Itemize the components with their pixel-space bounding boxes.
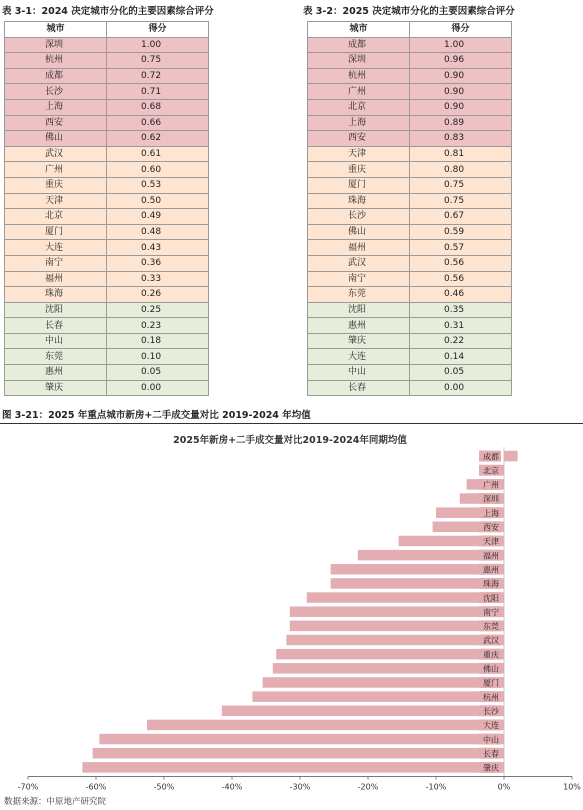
category-label: 长沙: [483, 706, 499, 716]
category-label: 南宁: [483, 607, 499, 617]
city-cell: 重庆: [5, 177, 107, 193]
table-row: [308, 37, 512, 53]
bar-肇庆: [82, 762, 504, 773]
category-label: 上海: [483, 508, 499, 518]
bar-厦门: [263, 677, 504, 688]
table-row: [308, 333, 512, 349]
table-row: [5, 209, 209, 225]
city-cell: 长春: [308, 380, 410, 396]
score-cell: 0.22: [410, 333, 512, 349]
city-cell: 上海: [5, 99, 107, 115]
city-cell: 北京: [5, 209, 107, 225]
table-row: [308, 318, 512, 334]
city-cell: 南宁: [308, 271, 410, 287]
score-cell: 0.14: [410, 349, 512, 365]
city-cell: 惠州: [308, 318, 410, 334]
x-tick-label: -70%: [17, 782, 39, 792]
city-cell: 沈阳: [308, 302, 410, 318]
table-row: [308, 177, 512, 193]
score-cell: 0.36: [107, 255, 209, 271]
score-cell: 0.18: [107, 333, 209, 349]
city-cell: 佛山: [5, 131, 107, 147]
table-row: [308, 209, 512, 225]
city-cell: 福州: [5, 271, 107, 287]
score-cell: 0.48: [107, 224, 209, 240]
table-row: [5, 255, 209, 271]
city-cell: 东莞: [308, 287, 410, 303]
table-row: [308, 255, 512, 271]
score-cell: 0.67: [410, 209, 512, 225]
category-label: 广州: [483, 480, 499, 490]
table-row: [5, 380, 209, 396]
source-note: 数据来源：中原地产研究院: [4, 797, 107, 807]
bar-南宁: [290, 606, 504, 617]
x-tick-label: -50%: [153, 782, 175, 792]
table-row: [5, 271, 209, 287]
table-row: [308, 240, 512, 256]
bar-杭州: [252, 691, 504, 702]
score-cell: 0.62: [107, 131, 209, 147]
score-cell: 0.43: [107, 240, 209, 256]
bar-东莞: [290, 621, 504, 632]
score-cell: 0.90: [410, 84, 512, 100]
score-cell: 0.80: [410, 162, 512, 178]
score-cell: 0.89: [410, 115, 512, 131]
city-cell: 长春: [5, 318, 107, 334]
table-row: [5, 318, 209, 334]
city-cell: 上海: [308, 115, 410, 131]
score-cell: 0.26: [107, 287, 209, 303]
city-cell: 惠州: [5, 365, 107, 381]
score-cell: 0.05: [107, 365, 209, 381]
table-row: [308, 84, 512, 100]
city-cell: 广州: [308, 84, 410, 100]
city-cell: 成都: [308, 37, 410, 53]
bar-长春: [93, 748, 504, 759]
city-cell: 厦门: [308, 177, 410, 193]
score-cell: 0.10: [107, 349, 209, 365]
score-cell: 0.68: [107, 99, 209, 115]
score-cell: 0.75: [410, 177, 512, 193]
table-row: [5, 302, 209, 318]
table-row: [5, 287, 209, 303]
table-2024: [4, 21, 209, 396]
table-row: [5, 193, 209, 209]
score-cell: 0.53: [107, 177, 209, 193]
score-cell: 0.61: [107, 146, 209, 162]
category-label: 大连: [483, 721, 499, 731]
category-label: 珠海: [483, 579, 499, 589]
score-cell: 0.96: [410, 53, 512, 69]
table-row: [5, 224, 209, 240]
table-row: [308, 162, 512, 178]
table-2025: [307, 21, 512, 396]
city-cell: 东莞: [5, 349, 107, 365]
x-tick-label: -20%: [357, 782, 379, 792]
score-cell: 0.56: [410, 255, 512, 271]
chart-title: 2025年新房+二手成交量对比2019-2024年同期均值: [173, 435, 407, 446]
score-cell: 0.72: [107, 68, 209, 84]
bar-惠州: [331, 564, 504, 575]
category-label: 沈阳: [483, 593, 499, 603]
city-cell: 肇庆: [5, 380, 107, 396]
score-cell: 0.59: [410, 224, 512, 240]
table-row: [308, 287, 512, 303]
category-label: 惠州: [483, 565, 499, 575]
x-tick-label: -30%: [289, 782, 311, 792]
score-cell: 0.35: [410, 302, 512, 318]
city-cell: 长沙: [308, 209, 410, 225]
x-tick-label: -60%: [85, 782, 107, 792]
x-tick-label: -10%: [425, 782, 447, 792]
category-label: 天津: [483, 537, 499, 547]
city-cell: 北京: [308, 99, 410, 115]
table-header-row: [308, 22, 512, 38]
category-label: 西安: [483, 523, 499, 533]
score-cell: 1.00: [410, 37, 512, 53]
score-cell: 0.60: [107, 162, 209, 178]
figure-divider: [0, 423, 583, 424]
category-label: 武汉: [483, 636, 499, 646]
score-cell: 0.56: [410, 271, 512, 287]
city-cell: 西安: [308, 131, 410, 147]
score-cell: 0.05: [410, 365, 512, 381]
city-cell: 大连: [5, 240, 107, 256]
table-row: [5, 365, 209, 381]
table-row: [308, 271, 512, 287]
table-2025-title: 表 3-2：2025 决定城市分化的主要因素综合评分: [303, 6, 515, 17]
category-label: 深圳: [483, 494, 499, 504]
table-row: [308, 53, 512, 69]
table-row: [5, 84, 209, 100]
city-cell: 佛山: [308, 224, 410, 240]
table-2024-title: 表 3-1：2024 决定城市分化的主要因素综合评分: [2, 6, 214, 17]
bar-武汉: [286, 635, 504, 646]
table-row: [308, 115, 512, 131]
table-row: [5, 131, 209, 147]
city-cell: 深圳: [5, 37, 107, 53]
city-cell: 深圳: [308, 53, 410, 69]
header-city: 城市: [308, 22, 410, 38]
bar-大连: [147, 720, 504, 731]
category-label: 长春: [483, 749, 499, 759]
table-row: [308, 131, 512, 147]
city-cell: 南宁: [5, 255, 107, 271]
category-label: 北京: [483, 466, 499, 476]
score-cell: 0.23: [107, 318, 209, 334]
table-row: [5, 240, 209, 256]
category-label: 福州: [483, 551, 499, 561]
score-cell: 0.71: [107, 84, 209, 100]
bar-长沙: [222, 706, 504, 717]
city-cell: 珠海: [5, 287, 107, 303]
score-cell: 0.50: [107, 193, 209, 209]
table-row: [308, 365, 512, 381]
city-cell: 西安: [5, 115, 107, 131]
table-row: [308, 349, 512, 365]
city-cell: 广州: [5, 162, 107, 178]
bar-北京: [501, 465, 504, 476]
city-cell: 天津: [308, 146, 410, 162]
city-cell: 杭州: [5, 53, 107, 69]
category-label: 中山: [483, 735, 499, 745]
city-cell: 沈阳: [5, 302, 107, 318]
category-label: 成都: [483, 452, 499, 462]
table-row: [308, 224, 512, 240]
score-cell: 1.00: [107, 37, 209, 53]
table-row: [5, 99, 209, 115]
table-row: [5, 68, 209, 84]
city-cell: 中山: [5, 333, 107, 349]
score-cell: 0.49: [107, 209, 209, 225]
table-row: [308, 302, 512, 318]
city-cell: 肇庆: [308, 333, 410, 349]
score-cell: 0.90: [410, 99, 512, 115]
category-label: 厦门: [483, 678, 499, 688]
city-cell: 中山: [308, 365, 410, 381]
city-cell: 杭州: [308, 68, 410, 84]
city-cell: 武汉: [5, 146, 107, 162]
score-cell: 0.25: [107, 302, 209, 318]
table-row: [5, 349, 209, 365]
score-cell: 0.90: [410, 68, 512, 84]
table-row: [5, 53, 209, 69]
score-cell: 0.66: [107, 115, 209, 131]
score-cell: 0.83: [410, 131, 512, 147]
table-row: [308, 193, 512, 209]
table-row: [308, 68, 512, 84]
bar-沈阳: [307, 592, 504, 603]
table-header-row: [5, 22, 209, 38]
category-label: 重庆: [483, 650, 499, 660]
city-cell: 大连: [308, 349, 410, 365]
table-row: [5, 333, 209, 349]
category-label: 佛山: [483, 664, 499, 674]
table-row: [308, 99, 512, 115]
city-cell: 厦门: [5, 224, 107, 240]
score-cell: 0.00: [107, 380, 209, 396]
table-row: [5, 177, 209, 193]
city-cell: 福州: [308, 240, 410, 256]
figure-label: 图 3-21：2025 年重点城市新房+二手成交量对比 2019-2024 年均值: [2, 410, 311, 421]
bar-佛山: [273, 663, 504, 674]
city-cell: 成都: [5, 68, 107, 84]
bar-中山: [99, 734, 504, 745]
header-city: 城市: [5, 22, 107, 38]
score-cell: 0.75: [107, 53, 209, 69]
score-cell: 0.75: [410, 193, 512, 209]
table-row: [5, 162, 209, 178]
x-tick-label: -40%: [221, 782, 243, 792]
city-cell: 武汉: [308, 255, 410, 271]
header-score: 得分: [107, 22, 209, 38]
score-cell: 0.57: [410, 240, 512, 256]
score-cell: 0.81: [410, 146, 512, 162]
city-cell: 长沙: [5, 84, 107, 100]
city-cell: 重庆: [308, 162, 410, 178]
table-row: [308, 146, 512, 162]
bar-chart: [0, 426, 583, 792]
table-row: [5, 115, 209, 131]
bar-成都: [504, 451, 518, 462]
table-row: [5, 146, 209, 162]
score-cell: 0.00: [410, 380, 512, 396]
category-label: 杭州: [483, 692, 499, 702]
bar-珠海: [331, 578, 504, 589]
score-cell: 0.33: [107, 271, 209, 287]
category-label: 肇庆: [483, 763, 499, 773]
score-cell: 0.31: [410, 318, 512, 334]
x-tick-label: 0%: [497, 782, 511, 792]
city-cell: 天津: [5, 193, 107, 209]
x-tick-label: 10%: [563, 782, 581, 792]
bar-重庆: [276, 649, 504, 660]
score-cell: 0.46: [410, 287, 512, 303]
category-label: 东莞: [483, 622, 499, 632]
header-score: 得分: [410, 22, 512, 38]
table-row: [308, 380, 512, 396]
city-cell: 珠海: [308, 193, 410, 209]
table-row: [5, 37, 209, 53]
